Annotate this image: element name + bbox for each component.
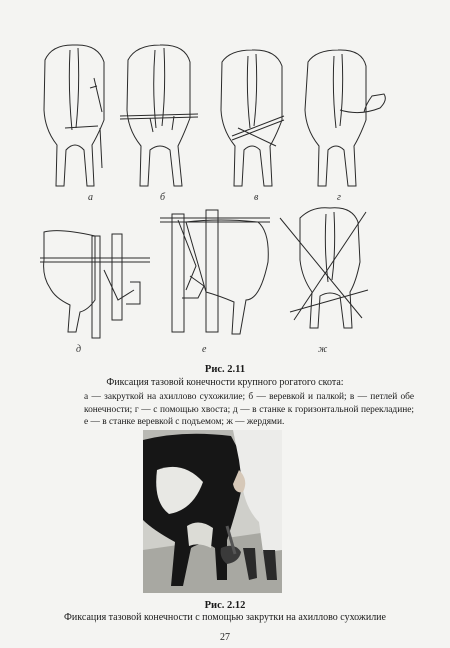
panel-b-drawing [120, 45, 198, 186]
figure-2-12-label: Рис. 2.12 [204, 600, 246, 611]
figure-2-11-caption: а — закруткой на ахиллово сухожилие; б — веревкой и палкой; в — петлей обе конечности; г — с помощью хвоста; д — в станке к горизонтальной перекладине; е — в станке веревкой с подъемом; ж — жердями. [84, 392, 414, 427]
panel-e-drawing [160, 210, 270, 334]
panel-letter-d: д [76, 344, 82, 355]
figure-2-11-title: Фиксация тазовой конечности крупного рогатого скота: [106, 377, 344, 388]
panel-g-drawing [305, 50, 385, 186]
figure-2-11-label: Рис. 2.11 [204, 364, 246, 375]
figure-2-12-photo [143, 430, 282, 593]
panel-letter-e: е [202, 344, 207, 355]
panel-letter-b: б [160, 192, 166, 203]
figure-2-12-title: Фиксация тазовой конечности с помощью закрутки на ахиллово сухожилие [64, 612, 386, 623]
panel-v-drawing [221, 50, 284, 186]
panel-zh-drawing [280, 208, 368, 328]
panel-letter-zh: ж [318, 344, 328, 355]
panel-d-drawing [40, 231, 150, 338]
panel-a-drawing [44, 45, 104, 186]
panel-letter-g: г [337, 192, 341, 203]
page-number: 27 [220, 632, 230, 643]
panel-letter-a: а [88, 192, 93, 203]
panel-letter-v: в [254, 192, 259, 203]
